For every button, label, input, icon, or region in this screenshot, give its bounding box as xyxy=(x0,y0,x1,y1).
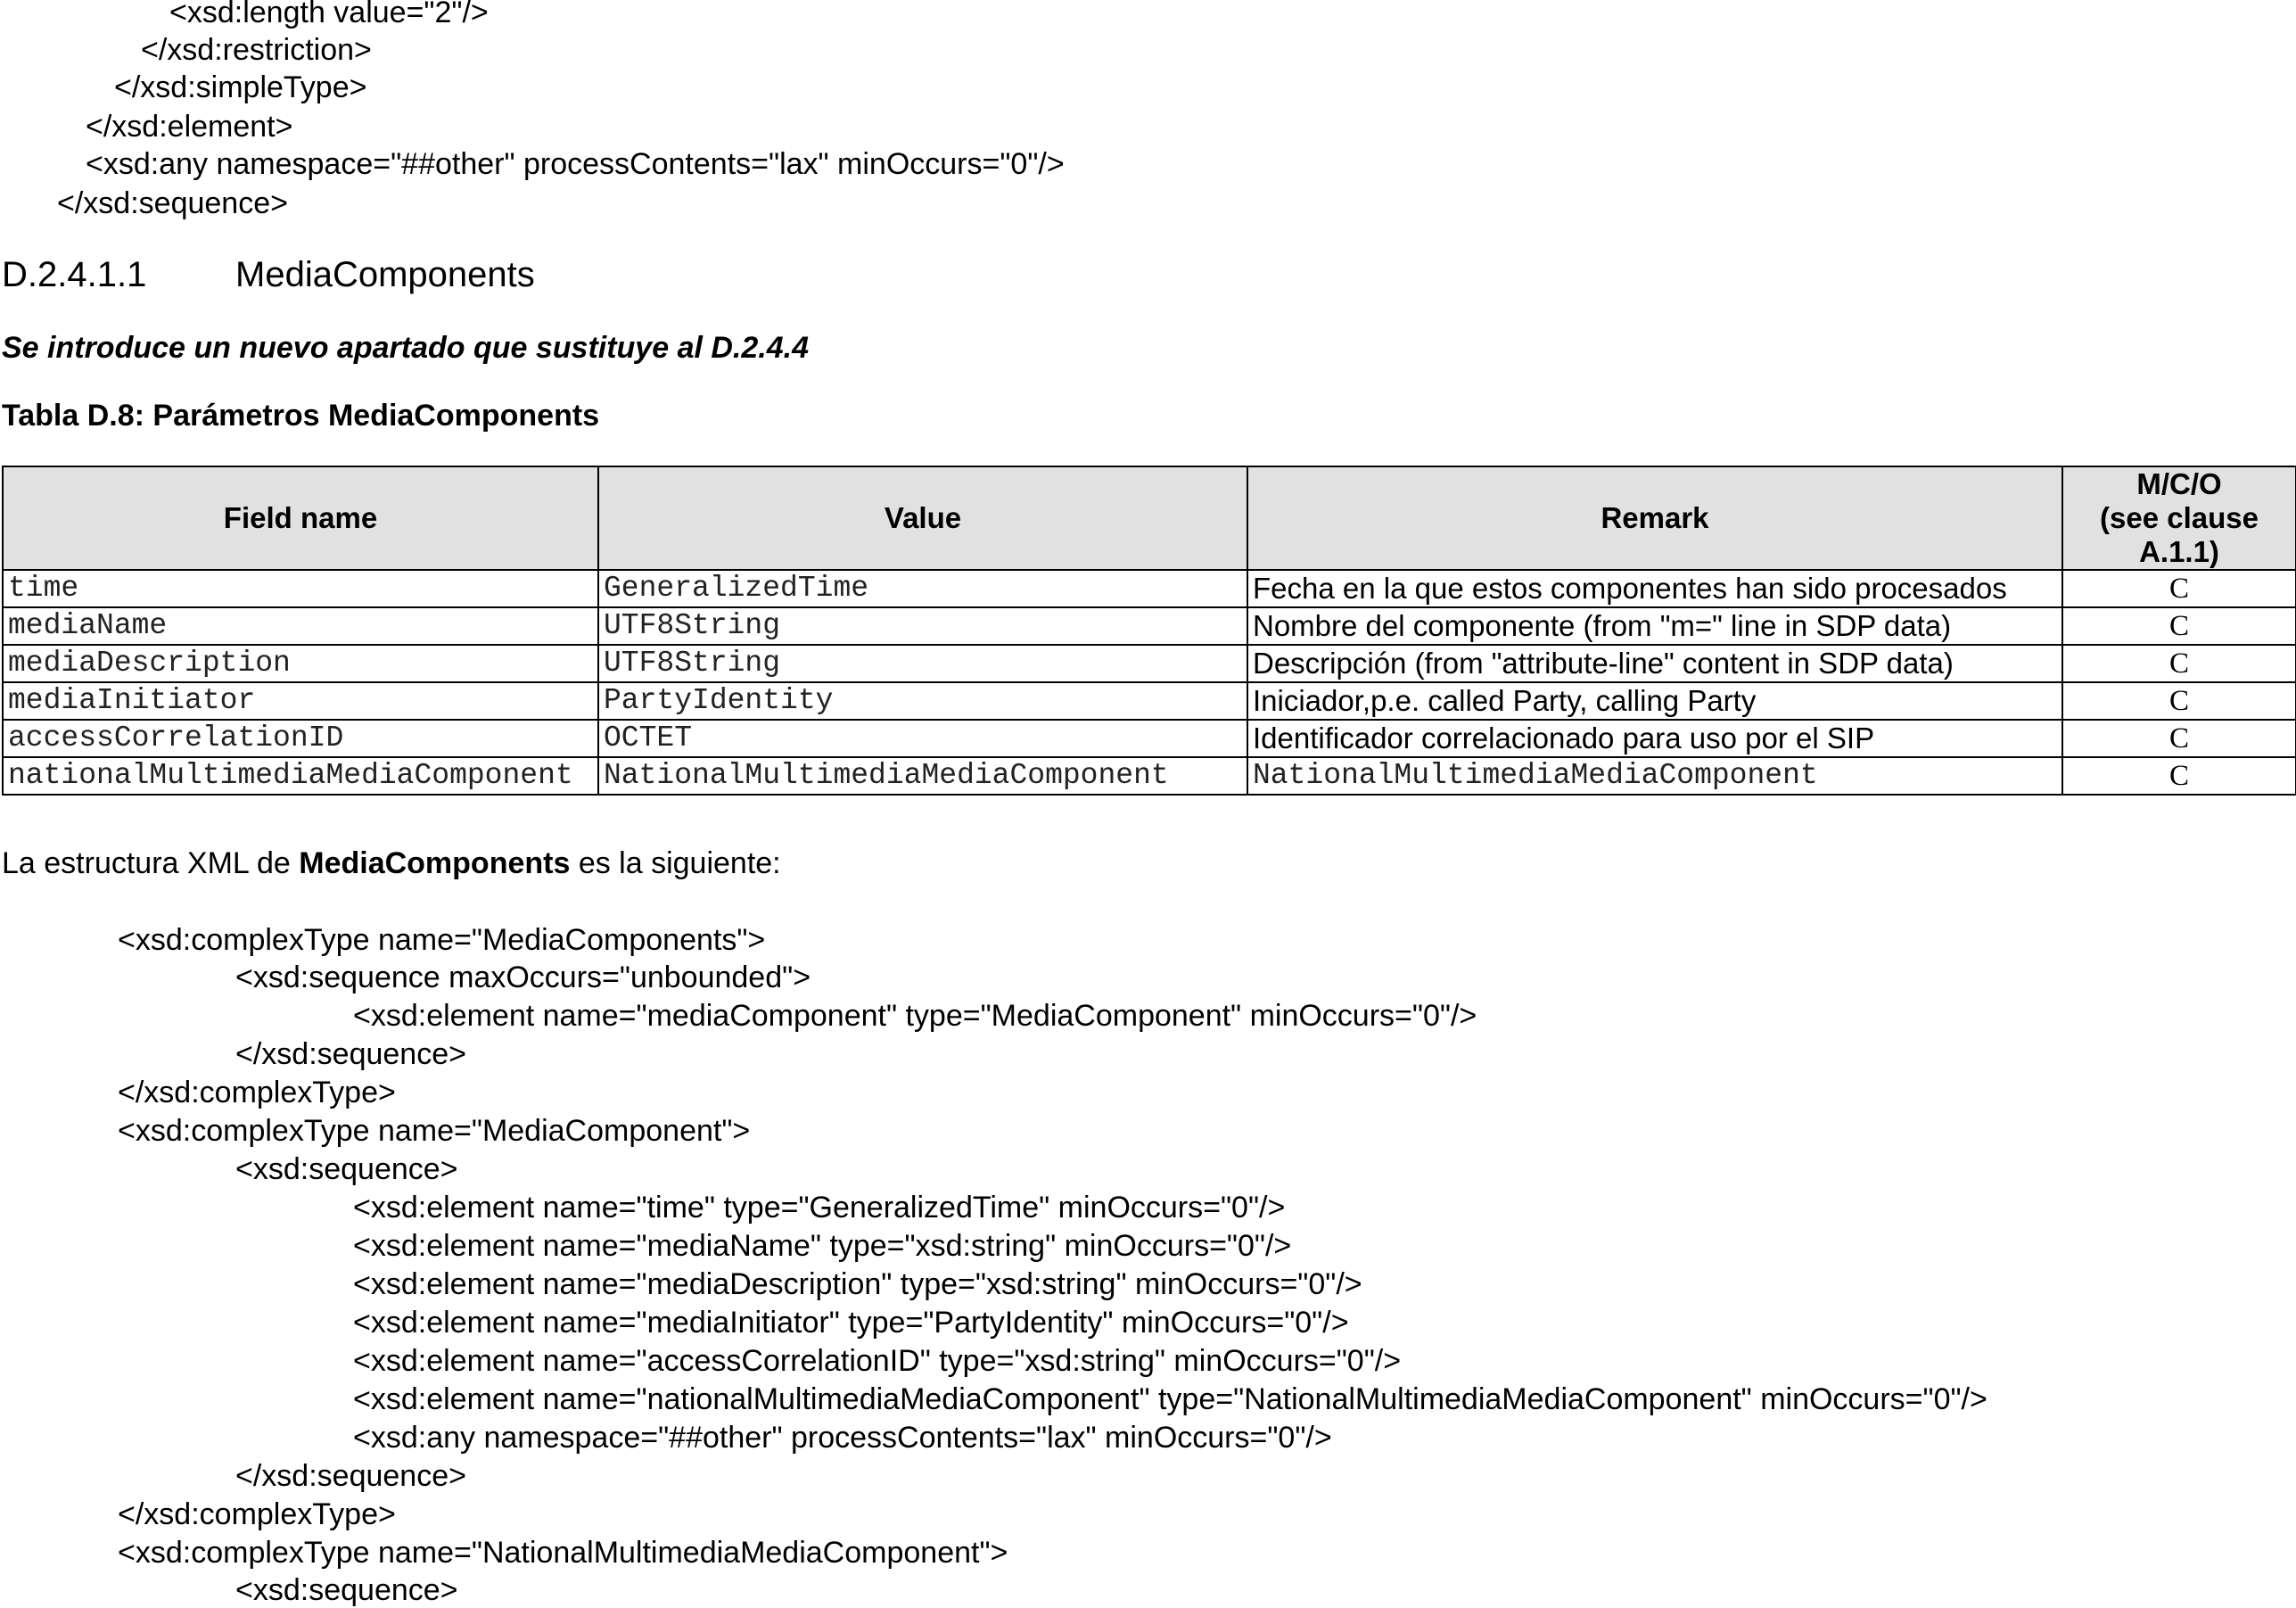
code-line: <xsd:sequence maxOccurs="unbounded"> xyxy=(235,961,811,994)
value-cell: NationalMultimediaMediaComponent xyxy=(598,757,1247,795)
intro-text-before: La estructura XML de xyxy=(2,846,300,880)
code-line: <xsd:element name="nationalMultimediaMediaComponent" type="NationalMultimediaMediaComponent" minOccurs="0"/> xyxy=(353,1382,1987,1416)
table-row xyxy=(3,682,2296,720)
value-cell: OCTET xyxy=(598,720,1247,757)
code-line: <xsd:complexType name="MediaComponents"> xyxy=(118,923,766,957)
intro-text-bold: MediaComponents xyxy=(299,846,571,880)
table-row xyxy=(3,645,2296,682)
code-line: </xsd:complexType> xyxy=(118,1076,396,1109)
editor-note: Se introduce un nuevo apartado que sustituye al D.2.4.4 xyxy=(2,331,809,365)
remark-cell: Fecha en la que estos componentes han sido procesados xyxy=(1247,570,2062,607)
code-line: <xsd:sequence> xyxy=(235,1152,458,1186)
header-field-name: Field name xyxy=(3,466,598,570)
code-line: </xsd:sequence> xyxy=(57,186,288,220)
code-line: <xsd:length value="2"/> xyxy=(169,0,489,29)
mco-cell: C xyxy=(2062,682,2296,720)
code-line: <xsd:complexType name="MediaComponent"> xyxy=(118,1114,751,1148)
code-line: <xsd:element name="accessCorrelationID" type="xsd:string" minOccurs="0"/> xyxy=(353,1344,1402,1378)
mco-cell: C xyxy=(2062,645,2296,682)
code-line: <xsd:element name="mediaName" type="xsd:string" minOccurs="0"/> xyxy=(353,1229,1292,1263)
field-name-cell: nationalMultimediaMediaComponent xyxy=(3,757,598,795)
mco-cell: C xyxy=(2062,607,2296,645)
parameters-table xyxy=(2,466,2296,796)
code-line: </xsd:simpleType> xyxy=(114,70,367,104)
header-value: Value xyxy=(598,466,1247,570)
code-line: <xsd:any namespace="##other" processContents="lax" minOccurs="0"/> xyxy=(86,147,1065,181)
remark-cell: Identificador correlacionado para uso por el SIP xyxy=(1247,720,2062,757)
mco-cell: C xyxy=(2062,570,2296,607)
code-line: <xsd:element name="mediaDescription" type="xsd:string" minOccurs="0"/> xyxy=(353,1267,1362,1301)
code-line: </xsd:sequence> xyxy=(235,1459,466,1493)
section-title: MediaComponents xyxy=(235,255,535,294)
table-row xyxy=(3,757,2296,795)
code-line: </xsd:element> xyxy=(86,110,293,144)
table-caption: Tabla D.8: Parámetros MediaComponents xyxy=(2,399,600,433)
field-name-cell: accessCorrelationID xyxy=(3,720,598,757)
field-name-cell: mediaDescription xyxy=(3,645,598,682)
header-mco: M/C/O (see clause A.1.1) xyxy=(2062,466,2296,570)
code-line: <xsd:any namespace="##other" processContents="lax" minOccurs="0"/> xyxy=(353,1421,1332,1455)
intro-text-after: es la siguiente: xyxy=(570,846,781,880)
remark-cell: NationalMultimediaMediaComponent xyxy=(1247,757,2062,795)
table-header-row xyxy=(3,466,2296,570)
value-cell: PartyIdentity xyxy=(598,682,1247,720)
remark-cell: Iniciador,p.e. called Party, calling Party xyxy=(1247,682,2062,720)
field-name-cell: mediaName xyxy=(3,607,598,645)
mco-cell: C xyxy=(2062,757,2296,795)
code-line: <xsd:element name="mediaComponent" type="MediaComponent" minOccurs="0"/> xyxy=(353,999,1477,1033)
code-line: <xsd:element name="mediaInitiator" type="PartyIdentity" minOccurs="0"/> xyxy=(353,1306,1349,1340)
field-name-cell: time xyxy=(3,570,598,607)
code-line: <xsd:element name="time" type="GeneralizedTime" minOccurs="0"/> xyxy=(353,1191,1286,1225)
section-number: D.2.4.1.1 xyxy=(2,255,147,294)
value-cell: GeneralizedTime xyxy=(598,570,1247,607)
field-name-cell: mediaInitiator xyxy=(3,682,598,720)
remark-cell: Descripción (from "attribute-line" content in SDP data) xyxy=(1247,645,2062,682)
value-cell: UTF8String xyxy=(598,645,1247,682)
mco-cell: C xyxy=(2062,720,2296,757)
code-line: </xsd:complexType> xyxy=(118,1497,396,1531)
code-line: <xsd:sequence> xyxy=(235,1573,458,1607)
table-row xyxy=(3,570,2296,607)
intro-paragraph xyxy=(2,845,781,881)
table-row xyxy=(3,607,2296,645)
remark-cell: Nombre del componente (from "m=" line in SDP data) xyxy=(1247,607,2062,645)
code-line: </xsd:restriction> xyxy=(141,33,372,67)
value-cell: UTF8String xyxy=(598,607,1247,645)
code-line: <xsd:complexType name="NationalMultimediaMediaComponent"> xyxy=(118,1536,1008,1570)
table-row xyxy=(3,720,2296,757)
code-line: </xsd:sequence> xyxy=(235,1037,466,1071)
header-remark: Remark xyxy=(1247,466,2062,570)
